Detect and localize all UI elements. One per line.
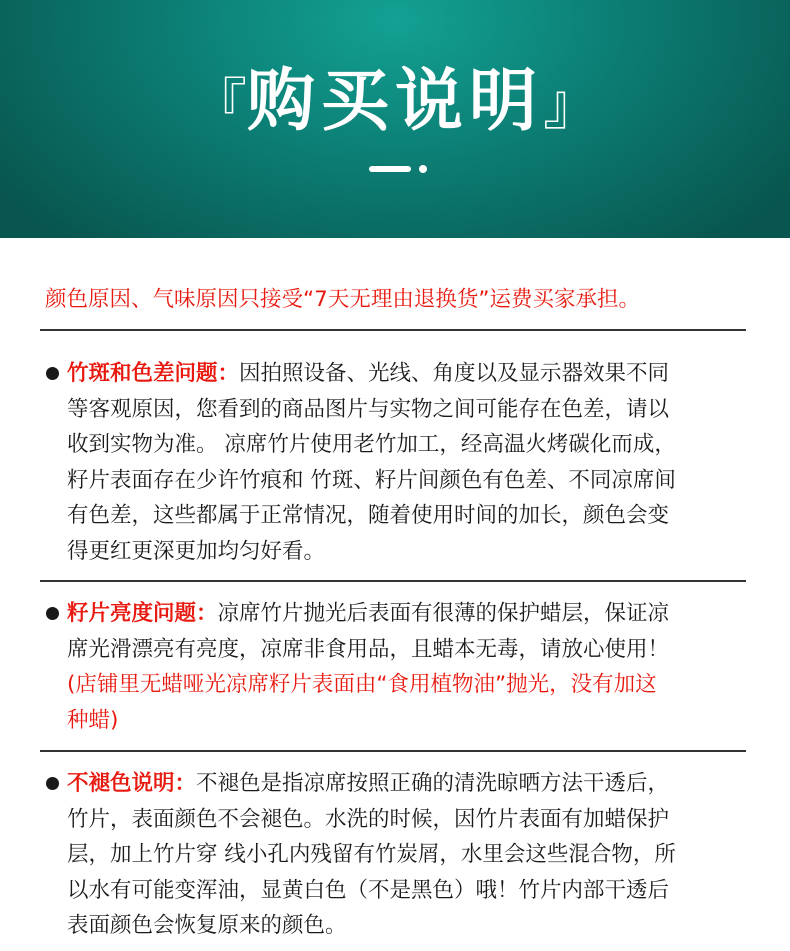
section-label: 不褪色说明：	[67, 771, 197, 796]
section-line: 因拍照设备、光线、角度以及显示器效果不同	[239, 361, 670, 386]
section-line: 层，加上竹片穿 线小孔内残留有竹炭屑，水里会这些混合物，所	[67, 842, 676, 867]
section-line: 竹片，表面颜色不会褪色。水洗的时候，因竹片表面有加蜡保护	[67, 806, 670, 832]
section-label: 籽片亮度问题：	[67, 601, 218, 626]
section-text	[67, 596, 757, 738]
section-line: 表面颜色会恢复原来的颜色。	[67, 913, 347, 938]
section-line: 籽片表面存在少许竹痕和 竹斑、籽片间颜色有色差、不同凉席间	[67, 467, 676, 493]
section-line: 得更红更深更加均匀好看。	[67, 538, 326, 564]
section-line: 不褪色是指凉席按照正确的清洗晾晒方法干透后，	[196, 771, 670, 796]
section-note-line: 种蜡)	[67, 707, 119, 733]
section-text	[67, 766, 757, 944]
title-bracket-close: 』	[543, 73, 599, 138]
section-line: 有色差，这些都属于正常情况，随着使用时间的加长，颜色会变	[67, 503, 670, 528]
section-line: 以水有可能变浑油，显黄白色（不是黑色）哦！竹片内部干透后	[67, 877, 670, 903]
header-banner	[0, 0, 790, 238]
section-text	[67, 356, 757, 569]
title-bracket-open: 『	[190, 73, 247, 138]
divider	[40, 580, 746, 582]
bullet-icon	[46, 607, 59, 620]
section-note-line: (店铺里无蜡哑光凉席籽片表面由“食用植物油”抛光，没有加这	[67, 672, 657, 697]
title-underline-dot	[419, 165, 427, 173]
return-policy-notice: 颜色原因、气味原因只接受“7天无理由退换货”运费买家承担。	[45, 287, 640, 312]
bullet-icon	[46, 777, 59, 790]
section-line: 凉席竹片抛光后表面有很薄的保护蜡层，保证凉	[217, 601, 670, 626]
section-label: 竹斑和色差问题：	[67, 361, 240, 386]
title-underline-dash	[369, 166, 411, 172]
bullet-icon	[46, 367, 59, 380]
section-line: 等客观原因，您看到的商品图片与实物之间可能存在色差，请以	[67, 396, 670, 422]
divider	[40, 750, 746, 752]
section-line: 收到实物为准。 凉席竹片使用老竹加工，经高温火烤碳化而成，	[67, 432, 676, 457]
section-line: 席光滑漂亮有亮度，凉席非食用品，且蜡本无毒，请放心使用！	[67, 636, 670, 662]
divider	[40, 329, 746, 331]
page-title	[0, 60, 790, 148]
title-text: 购买说明	[246, 62, 543, 141]
